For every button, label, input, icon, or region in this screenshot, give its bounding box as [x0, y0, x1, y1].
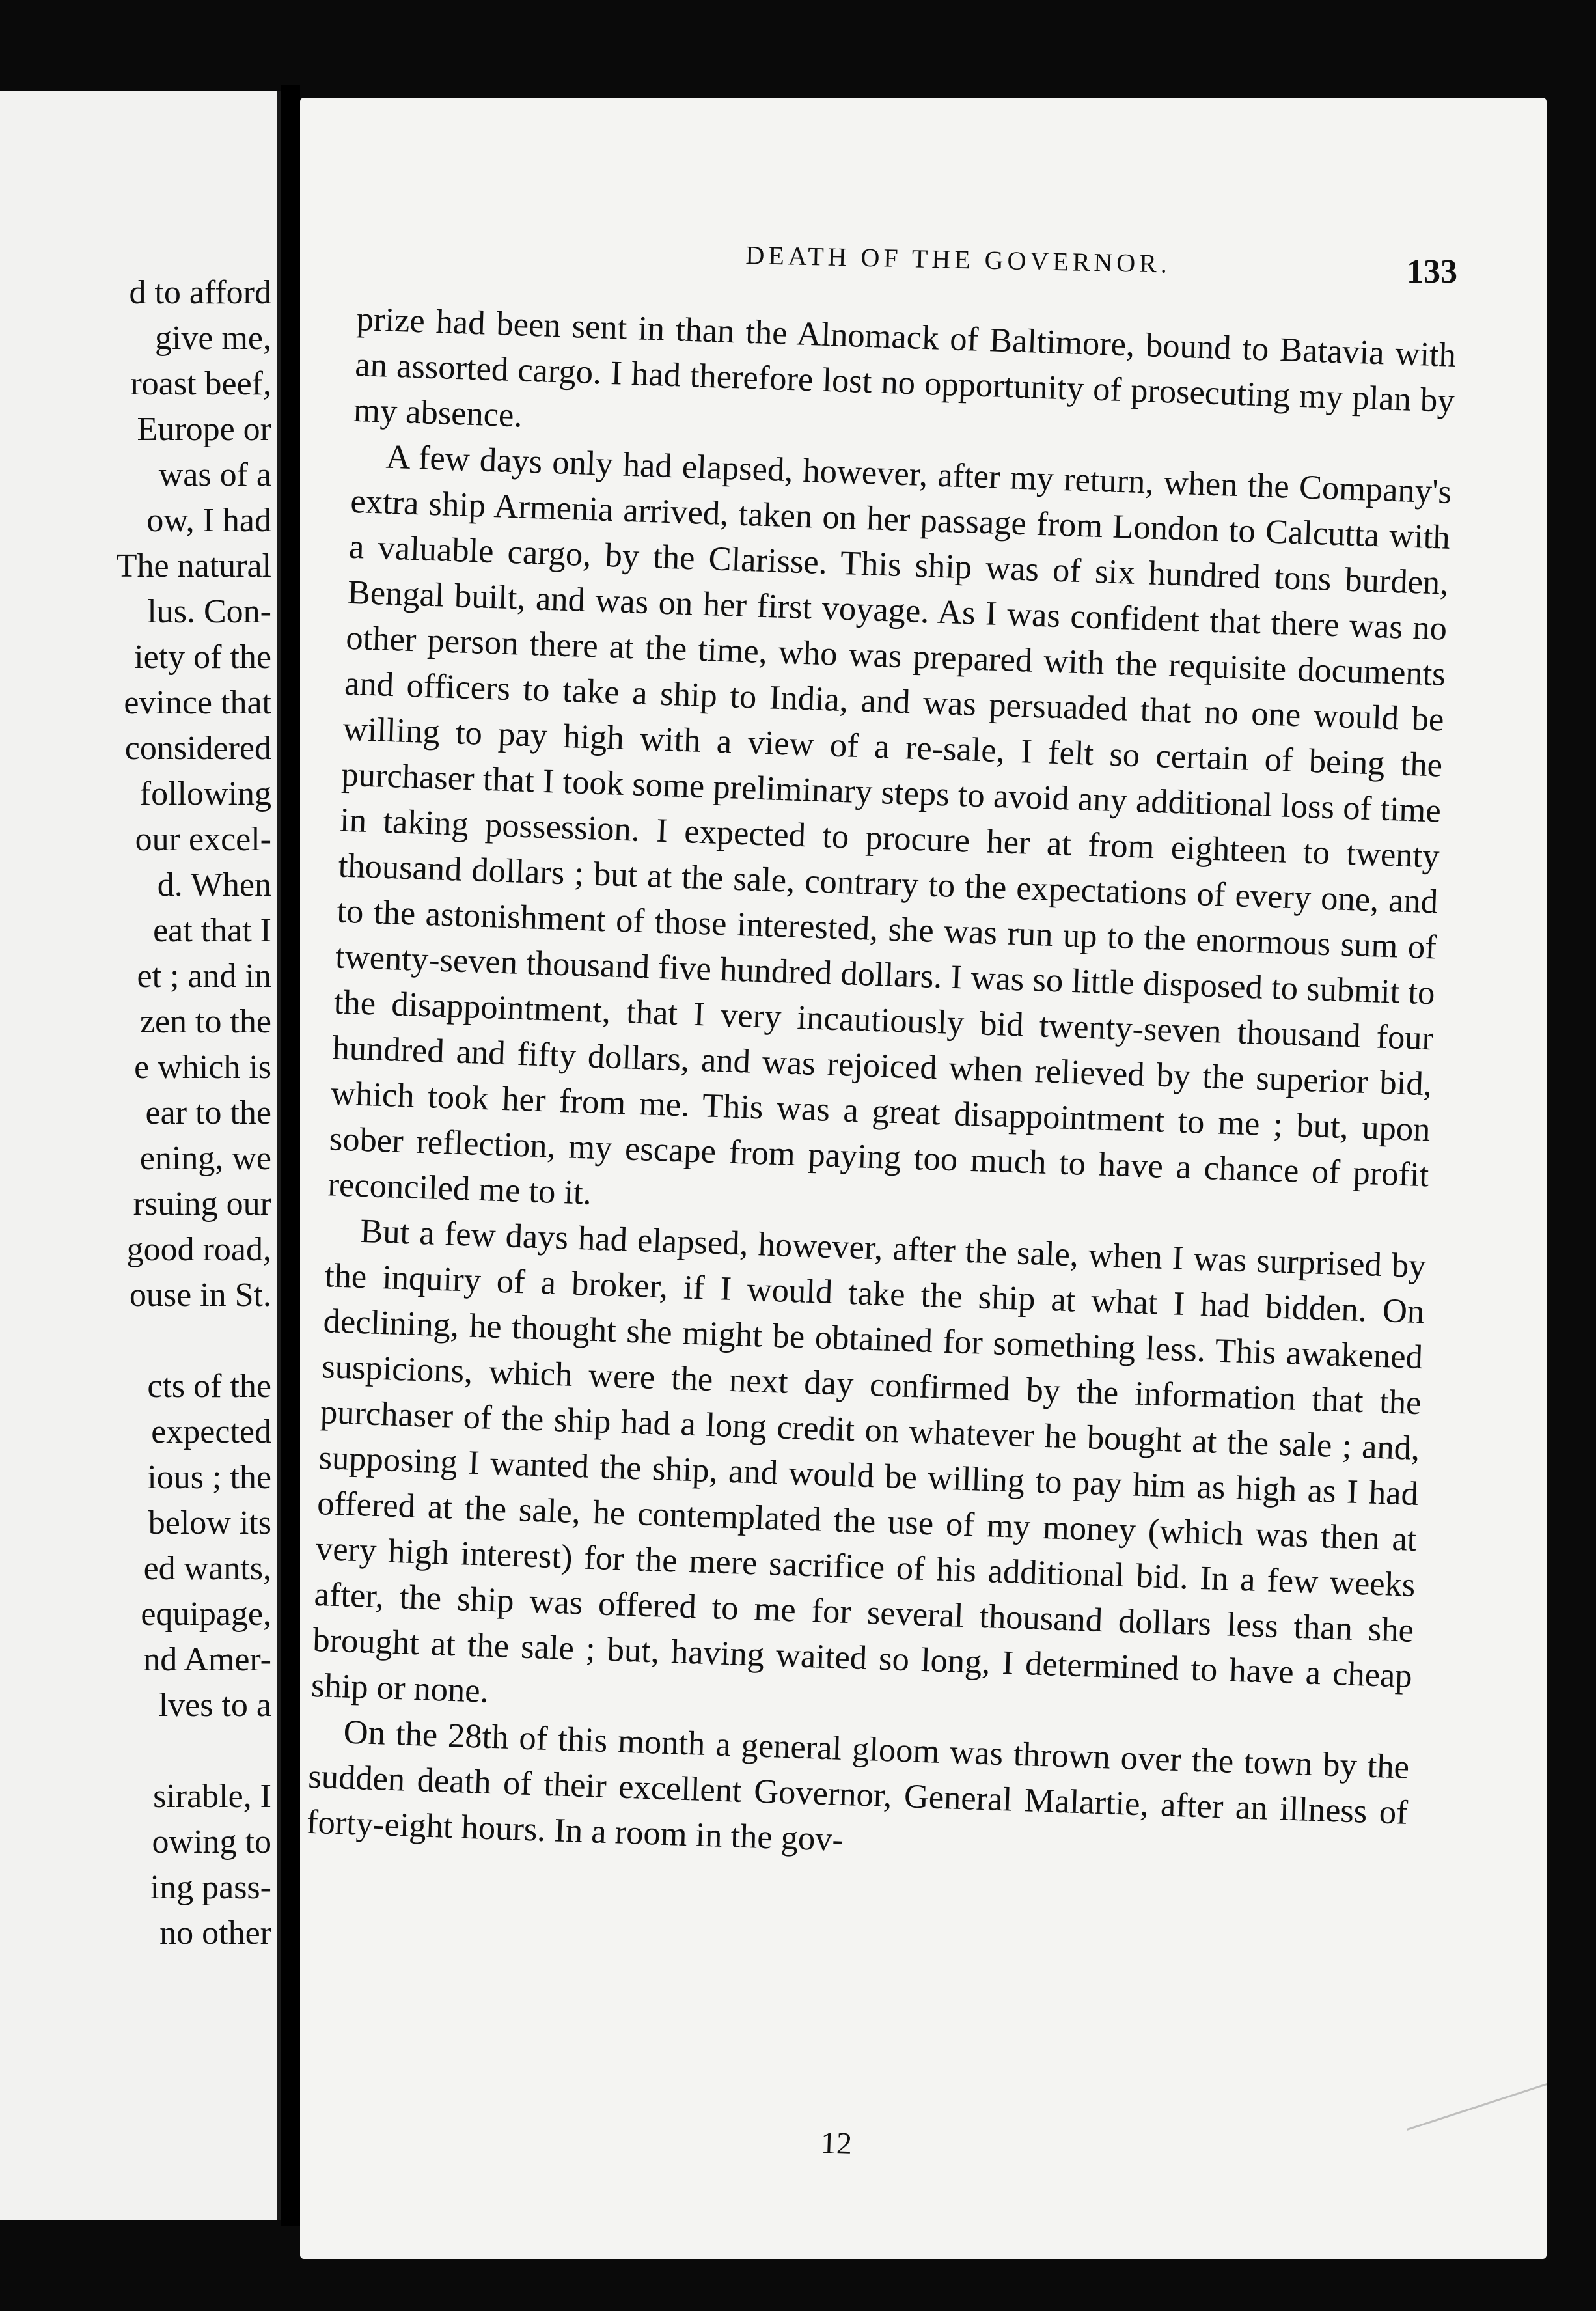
left-page-line: equipage,: [141, 1596, 271, 1633]
left-page-line: ing pass-: [150, 1869, 271, 1906]
left-page-line: d to afford: [129, 274, 271, 311]
left-page-line: owing to: [152, 1823, 271, 1861]
left-page-line: d. When: [157, 866, 271, 904]
left-page-line: ed wants,: [143, 1550, 271, 1587]
left-page-line: cts of the: [147, 1368, 271, 1405]
paragraph: On the 28th of this month a general gloom was thrown over the town by the sudden death of their excellent Governor, General Malartie, after an illness of forty-eight hours. In a room in the gov-: [306, 1713, 1410, 1859]
left-page-line: evince that: [124, 684, 271, 721]
left-page-line: iety of the: [134, 639, 271, 676]
left-page-line: ear to the: [145, 1094, 271, 1131]
left-page-line: roast beef,: [130, 365, 271, 402]
left-page-line: rsuing our: [133, 1185, 271, 1223]
left-page-line: following: [139, 775, 271, 812]
left-page-line: ow, I had: [146, 502, 271, 539]
left-page-line: good road,: [126, 1231, 271, 1268]
left-page-line: our excel-: [135, 821, 271, 858]
paragraph: A few days only had elapsed, however, after my return, when the Company's extra ship Armenia arrived, taken on her passage from London to Calcutta with a valuable cargo, by the Clarisse. This ship was of six hundred tons burden, Bengal built, and was on her first voyage. As I was confident that there was no other person there at the time, who was prepared with the requisite documents and officers to take a ship to India, and was persuaded that no one would be willing to pay high with a view of a re-sale, I felt so certain of being the purchaser that I took some preliminary steps to avoid any additional loss of time in taking possession. I expected to procure her at from eighteen to twenty thousand dollars ; but at the sale, contrary to the expectations of every one, and to the astonishment of those interested, she was run up to the enormous sum of twenty-seven thousand five hundred dollars. I was so little disposed to submit to the disappointment, that I very incautiously bid twenty-seven thousand four hundred and fifty dollars, and was rejoiced when relieved by the superior bid, which took her from me. This was a great disappointment to me ; but, upon sober reflection, my escape from paying too much to have a chance of profit reconciled me to it.: [327, 437, 1452, 1212]
right-page: [300, 98, 1547, 2259]
left-page: [0, 91, 281, 2220]
left-page-line: lves to a: [158, 1687, 271, 1724]
left-page-line: considered: [124, 730, 271, 767]
left-page-line: zen to the: [139, 1003, 271, 1040]
left-page-line: Europe or: [137, 411, 271, 448]
running-head: DEATH OF THE GOVERNOR.: [745, 240, 1172, 279]
signature-mark: 12: [820, 2125, 853, 2161]
left-page-line: give me,: [154, 320, 271, 357]
left-page-line: et ; and in: [137, 958, 271, 995]
left-page-line: ening, we: [139, 1140, 271, 1177]
left-page-line: ious ; the: [147, 1459, 271, 1496]
left-page-line: eat that I: [153, 912, 271, 949]
paragraph: But a few days had elapsed, however, after the sale, when I was surprised by the inquiry of a broker, if I would take the ship at what I had bidden. On declining, he thought she might be obtained for something less. This awakened suspicions, which were the next day confirmed by the information that the purchaser of the ship had a long credit on whatever he bought at the sale ; and, supposing I wanted the ship, and would be willing to pay him as high as I had offered at the sale, he contemplated the use of my money (which was then at very high interest) for the mere sacrifice of his additional bid. In a few weeks after, the ship was offered to me for several thousand dollars less than she brought at the sale ; but, having waited so long, I determined to have a cheap ship or none.: [310, 1211, 1427, 1710]
body-text: [306, 296, 1457, 1881]
left-page-line: The natural: [116, 547, 271, 585]
left-page-line: nd Amer-: [143, 1641, 271, 1678]
left-page-line: lus. Con-: [147, 593, 271, 630]
left-page-line: ouse in St.: [129, 1277, 271, 1314]
left-page-line: below its: [148, 1504, 271, 1542]
paper-crease: [1407, 2024, 1547, 2131]
left-page-line: sirable, I: [153, 1778, 271, 1815]
page-number: 133: [1407, 253, 1457, 290]
book-spine: [281, 85, 300, 2226]
paragraph: prize had been sent in than the Alnomack of Baltimore, bound to Batavia with an assorted cargo. I had therefore lost no opportunity of prosecuting my plan by my absence.: [353, 299, 1457, 435]
left-page-line: no other: [159, 1915, 271, 1952]
left-page-line: e which is: [134, 1049, 271, 1086]
left-page-line: was of a: [158, 456, 271, 493]
left-page-line: expected: [151, 1413, 271, 1450]
